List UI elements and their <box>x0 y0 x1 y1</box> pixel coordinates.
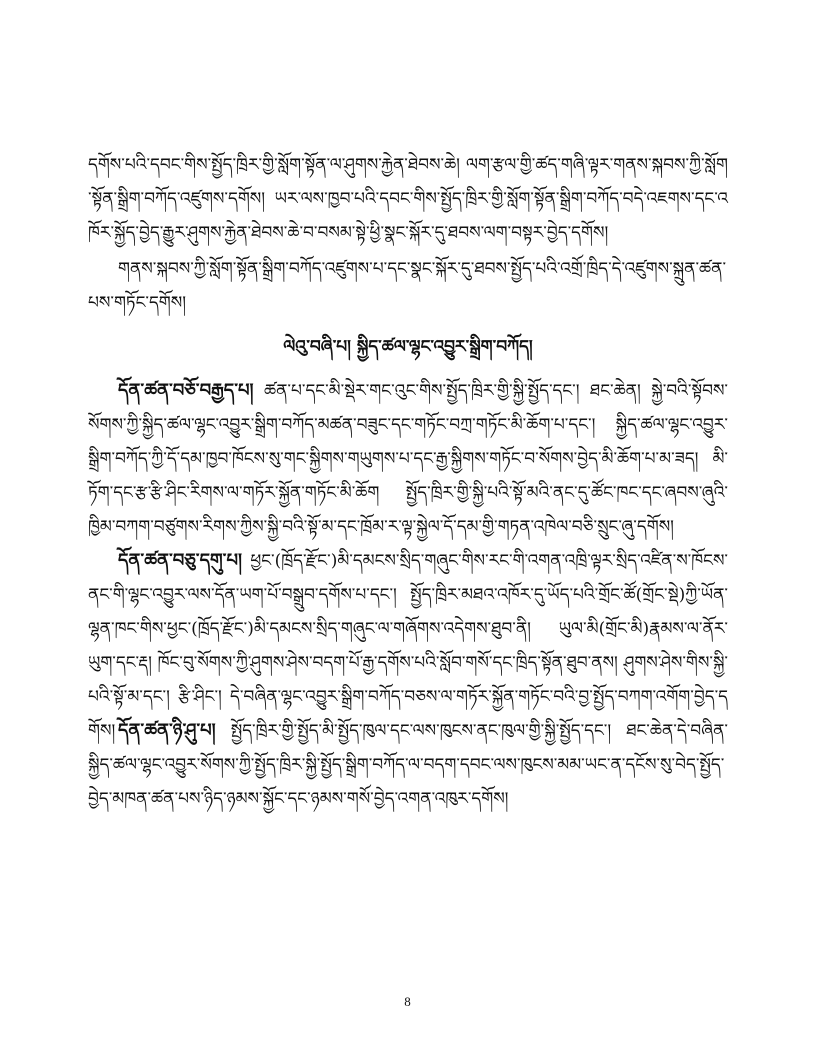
page-number: 8 <box>404 994 411 1009</box>
second-paragraph: གནས་སྐབས་ཀྱི་སློག་སྟོན་སྒྲིག་བཀོད་འཛུགས་པ་དང་སྣང་སྐོར་དུ་ཐབས་སྤྱོད་པའི་འགྲོ་ཁྲིད་དེ་འཛུགས་སྐྲུན་ཚན་པས་གཏོང་དགོས། <box>88 259 727 313</box>
article-number: དོན་ཚན་བཅུ་དགུ་པ། <box>118 550 242 571</box>
article-paragraph <box>88 714 728 816</box>
section-heading: ལེའུ་བཞི་པ། སྐྱིད་ཚལ་ལྷང་འབྱུར་སྒྲིག་བཀོད། <box>283 337 533 357</box>
article-number: དོན་ཚན་ཉི་ཤུ་པ། <box>118 720 216 741</box>
article-paragraph <box>88 374 728 544</box>
article-number: དོན་ཚན་བཅོ་བརྒྱད་པ། <box>118 380 254 401</box>
article-text: སྤྱོད་ཁྲིར་གྱི་སྤྱོད་མི་སྤྱོད་ཁུལ་དང་ལས་ཁུངས་ནང་ཁུལ་གྱི་སྐྱི་སྤྱོད་དང་། ཐང་ཆེན་དེ་བཞིན་སྐྱིད་ཚལ་ལྷང་འབྱུར་སོགས་ཀྱི་སྤྱོད་ཁྲིར་སྐྱི་སྤྱོད་སྒྲིག་བཀོད་ལ་བདག་དབང་ལས་ཁུངས་མམ་ཡང་ན་དངོས་སུ་བེད་སྤྱོད་བྱེད་མཁན་ཚན་པས་ཉིད་ཉམས་སྐྱོང་དང་ཉམས་གསོ་བྱེད་འགན་འཁུར་དགོས། <box>88 721 728 809</box>
article-text: ཕྱང་(ཁྲོད་རྫོང་)མི་དམངས་སྲིད་གཞུང་གིས་རང་གི་འགན་འཁྲི་ལྟར་སྲིད་འཛིན་ས་ཁོངས་ནང་གི་ལྷང་འབྱུར་ལས་དོན་ཡག་པོ་བསྒྲུབ་དགོས་པ་དང་། སྤྱོད་ཁྲིར་མཐའ་འཁོར་དུ་ཡོད་པའི་གྲོང་ཚོ(གྲོང་སྡེ)ཀྱི་ཡོན་ལྷན་ཁང་གིས་ཕྱང་(ཁྲོད་རྫོང་)མི་དམངས་སྲིད་གཞུང་ལ་གཞོགས་འདེགས་ཐུབ་ནི། ཡུལ་མི(གྲོང་མི)རྣམས་ལ་ནོར་ཡུག་དང་རྡ། ཁོང་བུ་སོགས་ཀྱི་ཤུགས་ཤེས་བདག་པོ་རྒྱ་དགོས་པའི་སློབ་གསོ་དང་ཁྲིད་སྟོན་ཐུབ་ནས། ཤུགས་ཤེས་གིས་སྐྱི་པའི་སྟོ་མ་དང་། རྩི་ཤིང་། དེ་བཞིན་ལྷང་འབྱུར་སྒྲིག་བཀོད་བཅས་ལ་གཏོར་སྐྱོན་གཏོང་བའི་བྱ་སྤྱོད་བཀག་འགོག་བྱེད་དགོས། <box>88 551 728 741</box>
article-text: ཚན་པ་དང་མི་སྡེར་གང་འུང་གིས་སྤྱོད་ཁྲིར་གྱི་སྐྱི་སྤྱོད་དང་། ཐང་ཆེན། སྐྱེ་བའི་སྟོབས་སོགས་ཀྱི་སྐྱིད་ཚལ་ལྷང་འབྱུར་སྒྲིག་བཀོད་མཚན་བཟུང་དང་གཏོང་བཀྲ་གཏོང་མི་ཆོག་པ་དང་། སྐྱིད་ཚལ་ལྷང་འབྱུར་སྒྲིག་བཀོད་ཀྱི་དོ་དམ་ཁྱབ་ཁོངས་སུ་གང་སྐྱིགས་གཡུགས་པ་དང་རྒྱ་སྐྱིགས་གཏོང་བ་སོགས་བྱེད་མི་ཆོག་པ་མ་ཟད། མི་ཏོག་དང་རྩ་རྩི་ཤིང་རིགས་ལ་གཏོར་སྐྱོན་གཏོང་མི་ཆོག སྤྱོད་ཁྲིར་གྱི་སྐྱི་པའི་སྟོ་མའི་ནང་དུ་ཚོང་ཁང་དང་ཞབས་ཞུའི་ཁྱིམ་བཀག་བཙུགས་རིགས་ཀྱིས་སྐྱི་བའི་སྟོ་མ་དང་ཁྲོམ་ར་ལྟ་སྐྱེལ་དོ་དམ་གྱི་གཏན་འཁེལ་བཅི་སྲུང་ཞུ་དགོས། <box>88 381 729 537</box>
intro-paragraph: དགོས་པའི་དབང་གིས་སྤྱོད་ཁྲིར་གྱི་སློག་སྟོན་ལ་ཤུགས་རྐྱེན་ཐེབས་ཆེ། ལག་རྩལ་གྱི་ཚད་གཞི་ལྟར་གནས་སྐབས་ཀྱི་སློག་སྟོན་སྒྲིག་བཀོད་འཛུགས་དགོས། ཡར་ལས་ཁྱབ་པའི་དབང་གིས་སྤྱོད་ཁྲིར་གྱི་སློག་སྟོན་སྒྲིག་བཀོད་བདེ་འཇགས་དང་འཁོར་སྐྱོད་བྱེད་རྒྱུར་ཤུགས་རྐྱེན་ཐེབས་ཆེ་བ་བསམ་སྟེ་ཕྱི་སྣང་སྐོར་དུ་ཐབས་ལག་བསྟར་བྱེད་དགོས། <box>88 155 728 243</box>
